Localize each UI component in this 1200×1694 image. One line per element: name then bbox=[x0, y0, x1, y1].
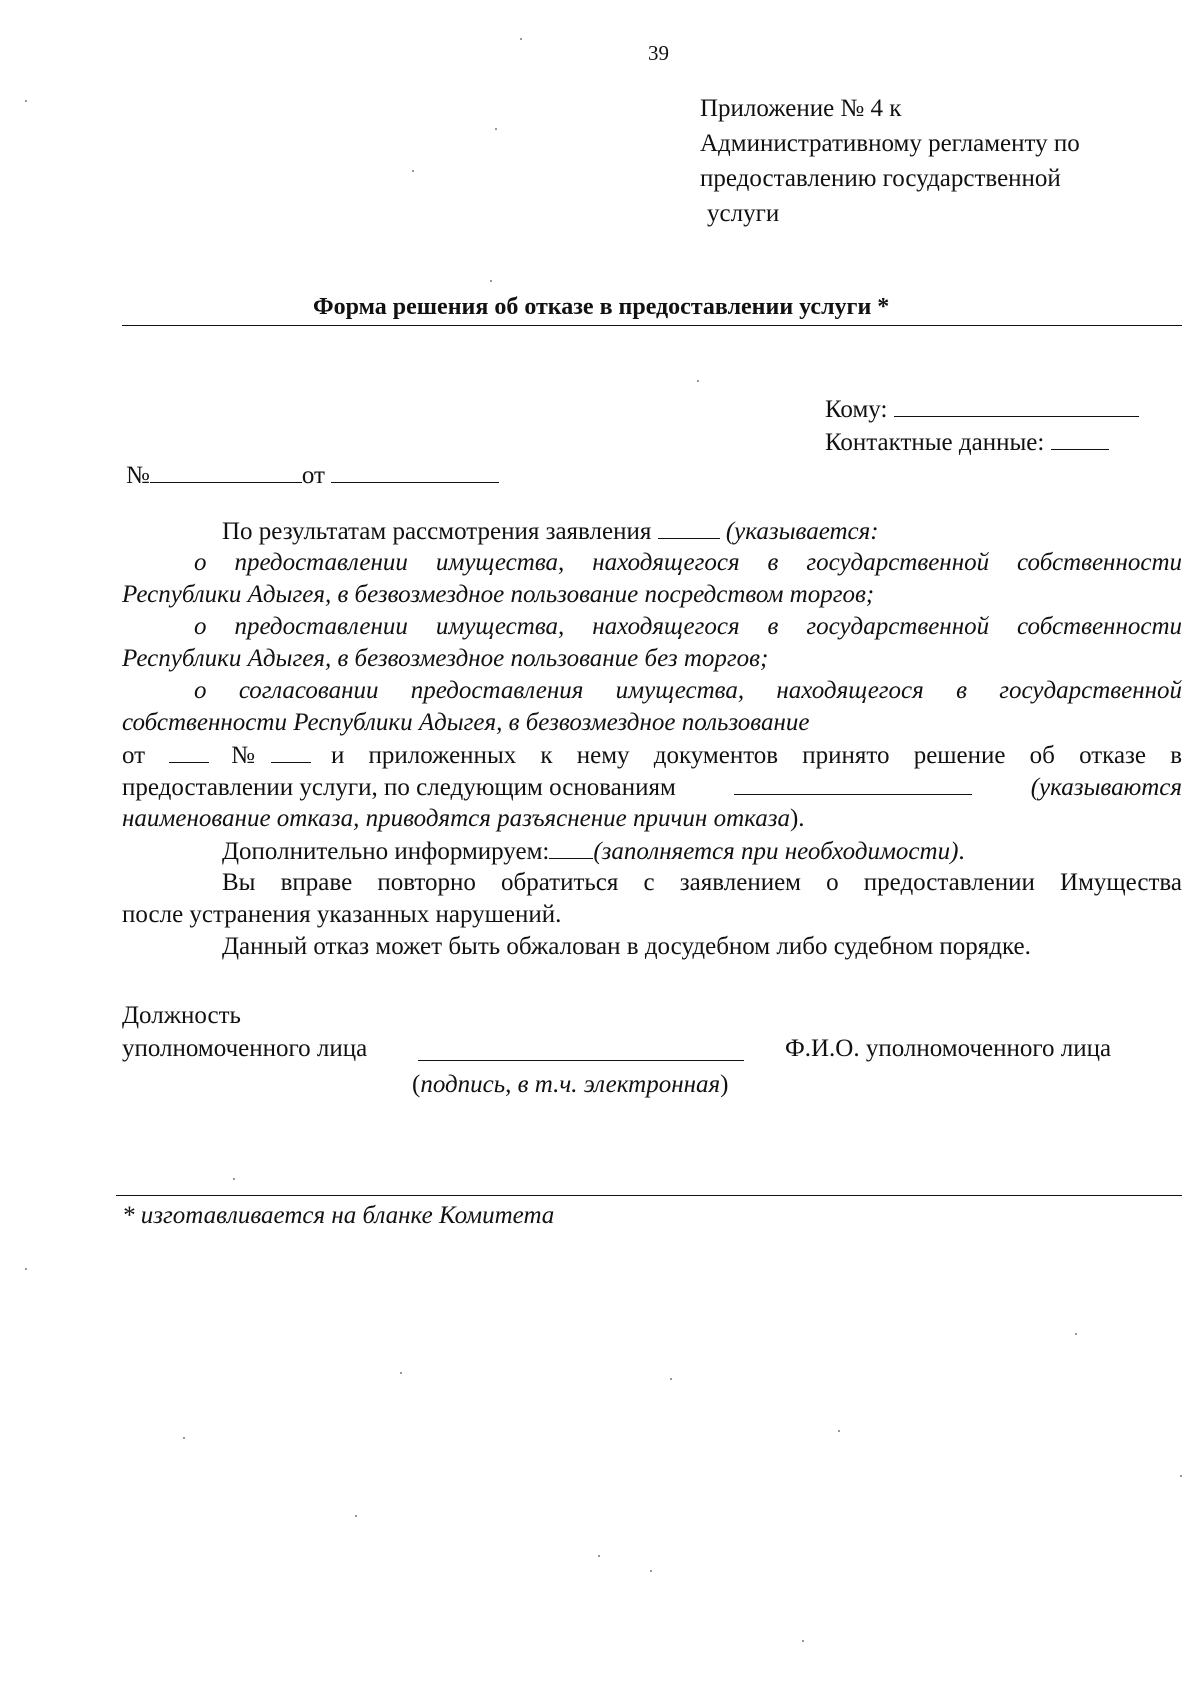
number-date-row bbox=[126, 460, 499, 491]
footnote-text: * изготавливается на бланке Комитета bbox=[122, 1202, 555, 1229]
date-blank[interactable] bbox=[331, 460, 499, 483]
decision-text: и приложенных к нему документов принято решение об отказе в bbox=[330, 742, 1182, 769]
appendix-line-1: Приложение № 4 к bbox=[700, 95, 902, 122]
option-1-line-a: о предоставлении имущества, находящегося в государственной собственности bbox=[194, 549, 1182, 576]
page-number: 39 bbox=[648, 41, 669, 65]
repeat-line-b: после устранения указанных нарушений. bbox=[122, 901, 562, 928]
repeat-line-a: Вы вправе повторно обратиться с заявлением о предоставлении Имущества bbox=[222, 869, 1182, 896]
no-blank[interactable] bbox=[271, 740, 311, 763]
recipient-contacts-label: Контактные данные: bbox=[825, 429, 1045, 456]
number-blank[interactable] bbox=[150, 460, 302, 483]
form-title: Форма решения об отказе в предоставлении услуги * bbox=[313, 294, 890, 320]
option-2-line-b: Республики Адыгея, в безвозмездное пользование без торгов; bbox=[122, 645, 769, 672]
no-label: № bbox=[231, 742, 255, 769]
recipient-to-label: Кому: bbox=[825, 396, 888, 423]
grounds-note: (указываются bbox=[1030, 774, 1182, 801]
appendix-line-4: услуги bbox=[707, 200, 780, 227]
from-number-row bbox=[122, 740, 1182, 771]
signature-note-text: подпись, в т.ч. электронная bbox=[420, 1071, 721, 1098]
body-intro-note: (указывается: bbox=[725, 518, 879, 545]
number-label: № bbox=[126, 462, 150, 489]
recipient-contacts bbox=[825, 427, 1109, 458]
signature-note bbox=[412, 1070, 728, 1100]
signature-note-close: ) bbox=[720, 1071, 729, 1098]
extra-info-blank[interactable] bbox=[549, 836, 593, 859]
signature-note-open: ( bbox=[412, 1071, 421, 1098]
appendix-line-3: предоставлению государственной bbox=[700, 165, 1061, 192]
position-line-1: Должность bbox=[122, 1002, 241, 1029]
appeal-text: Данный отказ может быть обжалован в досудебном либо судебном порядке. bbox=[222, 933, 1031, 960]
option-3-line-b: собственности Республики Адыгея, в безвозмездное пользование bbox=[122, 709, 810, 736]
recipient-to-blank[interactable] bbox=[894, 394, 1139, 417]
option-2-line-a: о предоставлении имущества, находящегося в государственной собственности bbox=[194, 613, 1182, 640]
extra-info-label: Дополнительно информируем: bbox=[222, 838, 550, 865]
grounds-row bbox=[122, 772, 1182, 803]
option-1-line-b: Республики Адыгея, в безвозмездное пользование посредством торгов; bbox=[122, 581, 875, 608]
fio-label: Ф.И.О. уполномоченного лица bbox=[785, 1035, 1112, 1062]
extra-info-row bbox=[222, 836, 965, 867]
recipient-contacts-blank[interactable] bbox=[1051, 427, 1109, 450]
grounds-row-2 bbox=[122, 804, 805, 834]
extra-info-note: (заполняется при необходимости) bbox=[593, 838, 959, 865]
from-blank[interactable] bbox=[169, 740, 209, 763]
body-intro-text: По результатам рассмотрения заявления bbox=[222, 518, 652, 545]
application-blank[interactable] bbox=[658, 516, 720, 539]
option-3-line-a: о согласовании предоставления имущества, находящегося в государственной bbox=[194, 677, 1182, 704]
body-intro bbox=[222, 516, 879, 547]
grounds-end: ). bbox=[789, 805, 805, 832]
grounds-text: предоставлении услуги, по следующим основаниям bbox=[122, 774, 676, 801]
title-rule bbox=[122, 325, 1182, 326]
from-label: от bbox=[122, 742, 146, 769]
grounds-note-2: наименование отказа, приводятся разъяснение причин отказа bbox=[122, 805, 790, 832]
appendix-line-2: Административному регламенту по bbox=[700, 130, 1080, 157]
position-line-2: уполномоченного лица bbox=[122, 1035, 368, 1062]
footnote-rule bbox=[116, 1195, 1182, 1196]
signature-line[interactable] bbox=[418, 1060, 744, 1061]
extra-info-end: . bbox=[958, 838, 965, 865]
recipient-to bbox=[825, 394, 1139, 425]
date-label: от bbox=[301, 462, 325, 489]
grounds-blank[interactable] bbox=[734, 772, 972, 795]
